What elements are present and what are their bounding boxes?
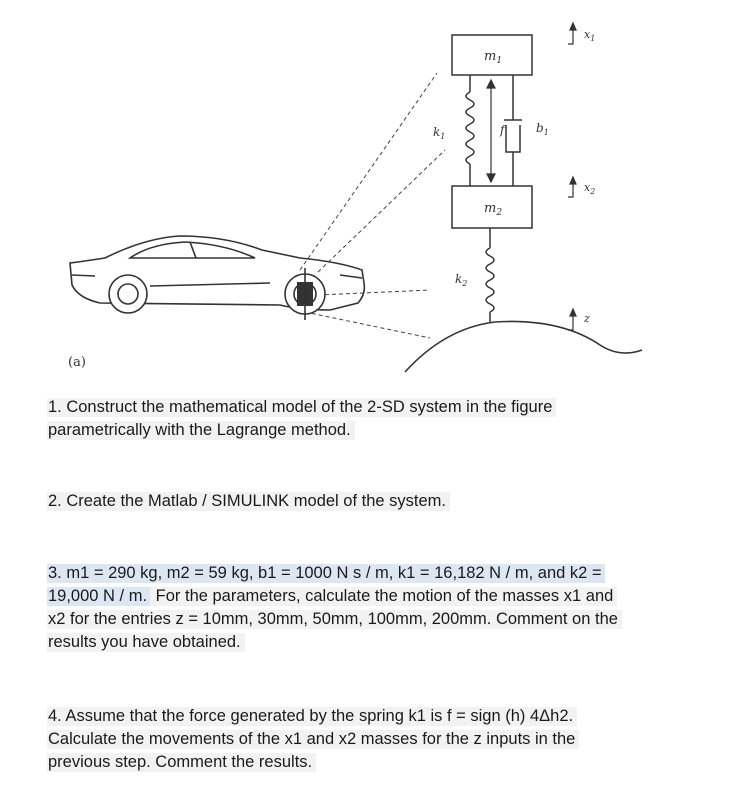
spring-k1 (466, 75, 474, 186)
svg-text:k2: $k_2$ (455, 272, 468, 288)
svg-text:k1: $k_1$ (433, 125, 446, 141)
svg-text:x1: $x_1$ (584, 28, 596, 43)
question-4-line-2: Calculate the movements of the x1 and x2 masses for the z inputs in the (47, 730, 579, 749)
rear-wheel (285, 268, 325, 320)
question-3-line-2-rest: For the parameters, calculate the motion of the masses x1 and (150, 587, 617, 606)
question-4-line-3: previous step. Comment the results. (47, 753, 316, 772)
svg-text:m2: $m_2$ (484, 201, 503, 218)
question-3 (47, 562, 727, 654)
svg-text:z: z (584, 312, 590, 325)
question-1-line-1: 1. Construct the mathematical model of the 2-SD system in the figure (47, 398, 556, 417)
question-2 (47, 490, 727, 513)
spring-k2 (486, 228, 494, 322)
question-1-line-2: parametrically with the Lagrange method. (47, 421, 355, 440)
panel-label: (a) (68, 355, 86, 370)
question-4 (47, 705, 727, 774)
svg-text:m1: $m_1$ (484, 49, 503, 66)
front-wheel (109, 275, 147, 313)
svg-text:x2: $x_2$ (584, 181, 596, 196)
svg-text:f: f (500, 123, 505, 137)
force-arrows (487, 80, 495, 182)
svg-text:b1: $b_1$ (536, 121, 549, 137)
question-2-line-1: 2. Create the Matlab / SIMULINK model of the system. (47, 492, 450, 511)
question-3-line-1: 3. m1 = 290 kg, m2 = 59 kg, b1 = 1000 N s / m, k1 = 16,182 N / m, and k2 = (47, 564, 605, 583)
question-3-line-4: results you have obtained. (47, 633, 245, 652)
question-3-line-3: x2 for the entries z = 10mm, 30mm, 50mm, 100mm, 200mm. Comment on the (47, 610, 622, 629)
damper-b1 (504, 75, 522, 186)
road-profile (405, 321, 642, 372)
mass-1-block (452, 35, 532, 75)
question-4-line-1: 4. Assume that the force generated by the spring k1 is f = sign (h) 4Δh2. (47, 707, 577, 726)
quarter-car-figure (0, 0, 734, 380)
mass-2-block (452, 186, 532, 228)
question-3-line-2-highlight: 19,000 N / m. (47, 587, 150, 606)
question-1 (47, 396, 727, 442)
displacement-arrows (568, 23, 576, 330)
